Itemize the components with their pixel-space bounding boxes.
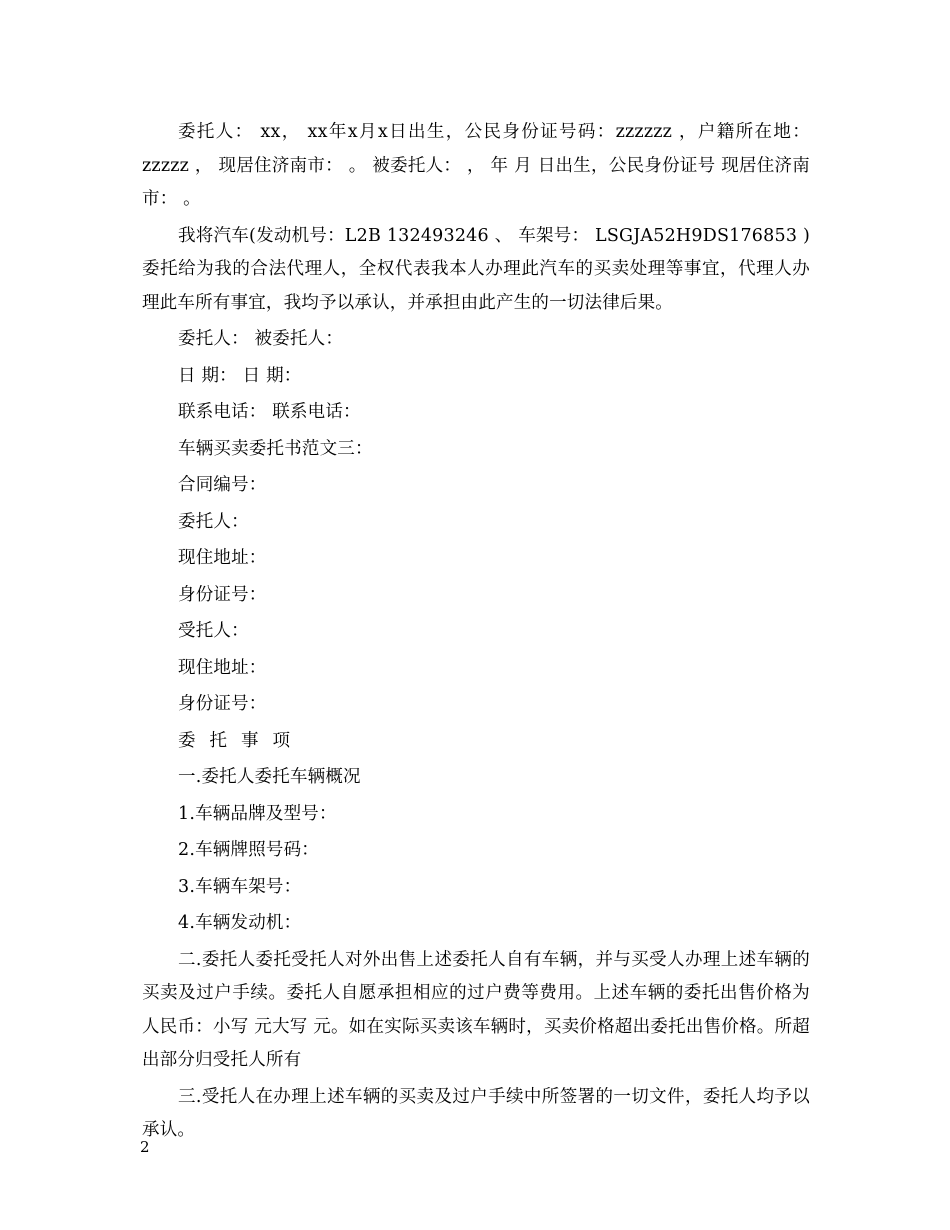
- page-number: 2: [140, 1138, 150, 1156]
- paragraph-authorization: 我将汽车(发动机号：L2B 132493246 、 车架号： LSGJA52H9DS176853 )委托给为我的合法代理人，全权代表我本人办理此汽车的买卖处理等事宜，代理人办理此车所有事宜，我均予以承认，并承担由此产生的一切法律后果。: [142, 225, 810, 313]
- paragraph-principal-info: 委托人： xx， xx年x月x日出生，公民身份证号码：zzzzzz ，户籍所在地：zzzzz ， 现居住济南市： 。 被委托人： ， 年 月 日出生，公民身份证号 现居住济南市： 。: [142, 122, 810, 209]
- matters-heading: 委托事项: [178, 730, 304, 751]
- section-title: 车辆买卖委托书范文三：: [178, 438, 373, 459]
- contract-number-field: 合同编号：: [178, 475, 267, 495]
- agent-id-field: 身份证号：: [178, 694, 267, 714]
- agent-address-field: 现住地址：: [178, 657, 267, 678]
- vehicle-engine: 4.车辆发动机：: [178, 913, 302, 933]
- principal-id-field: 身份证号：: [178, 584, 267, 605]
- vehicle-brand-model: 1.车辆品牌及型号：: [178, 803, 337, 824]
- agent-field: 受托人：: [178, 621, 249, 641]
- vehicle-plate-number: 2.车辆牌照号码：: [178, 840, 319, 860]
- document-recognition-paragraph: 三.受托人在办理上述车辆的买卖及过户手续中所签署的一切文件，委托人均予以承认。: [142, 1086, 810, 1140]
- signature-line: 委托人： 被委托人：: [178, 329, 344, 349]
- principal-field: 委托人：: [178, 511, 249, 532]
- document-body: [142, 116, 810, 1151]
- phone-line: 联系电话： 联系电话：: [178, 402, 361, 422]
- principal-address-field: 现住地址：: [178, 548, 267, 568]
- sale-authorization-paragraph: 二.委托人委托受托人对外出售上述委托人自有车辆，并与买受人办理上述车辆的买卖及过户手续。委托人自愿承担相应的过户费等费用。上述车辆的委托出售价格为人民币：小写 元大写 元。如在实际买卖该车辆时，买卖价格超出委托出售价格。所超出部分归受托人所有: [142, 949, 810, 1070]
- vehicle-frame-number: 3.车辆车架号：: [178, 876, 302, 897]
- vehicle-overview-heading: 一.委托人委托车辆概况: [178, 767, 361, 787]
- date-line: 日 期： 日 期：: [178, 365, 302, 386]
